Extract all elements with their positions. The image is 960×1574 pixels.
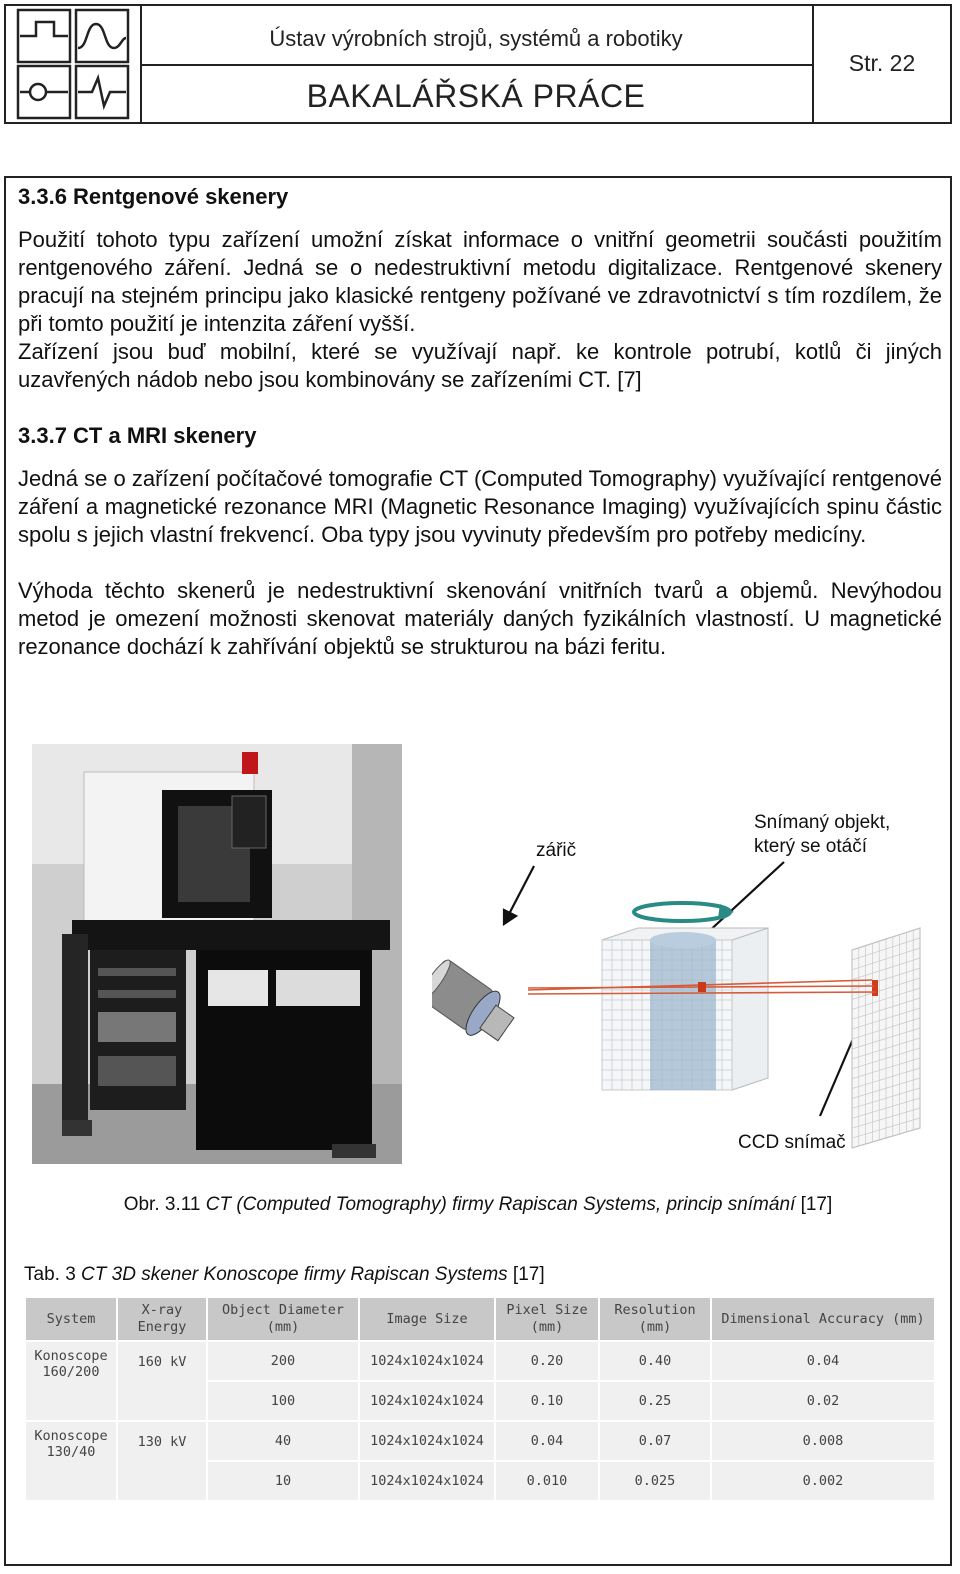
figure-caption-prefix: Obr. 3.11 xyxy=(123,1194,206,1215)
institute-logo xyxy=(6,6,142,122)
cell-image-size: 1024x1024x1024 xyxy=(360,1382,494,1420)
col-image-size: Image Size xyxy=(360,1298,494,1340)
object-grid-cube xyxy=(602,903,768,1090)
konoscope-spec-table xyxy=(24,1296,936,1502)
cell-energy: 160 kV xyxy=(118,1342,206,1420)
xray-tube xyxy=(432,955,521,1050)
page-header xyxy=(4,4,952,124)
col-xray-energy: X-ray Energy xyxy=(118,1298,206,1340)
page-number-box xyxy=(812,6,952,122)
paragraph: Výhoda těchto skenerů je nedestruktivní skenování vnitřních tvarů a objemů. Nevýhodou metod je omezení možnosti skenovat materiály daných fyzikálních vlastností. U magnetické rezonance dochází k zahřívání objektů se strukturou na bázi feritu. xyxy=(18,578,942,659)
cell-diameter: 100 xyxy=(208,1382,358,1420)
cell-pixel-size: 0.10 xyxy=(496,1382,598,1420)
ct-principle-diagram xyxy=(432,808,932,1168)
cell-diameter: 200 xyxy=(208,1342,358,1380)
figure-caption-text: CT (Computed Tomography) firmy Rapiscan Systems, princip snímání xyxy=(205,1194,796,1215)
col-object-diameter: Object Diameter (mm) xyxy=(208,1298,358,1340)
figure-caption xyxy=(6,1194,950,1216)
table-row xyxy=(26,1422,934,1460)
cell-pixel-size: 0.010 xyxy=(496,1462,598,1500)
section-heading-ct-mri: 3.3.7 CT a MRI skenery xyxy=(18,423,257,448)
cell-system: Konoscope 160/200 xyxy=(26,1342,116,1420)
cell-resolution: 0.025 xyxy=(600,1462,710,1500)
figure-caption-ref: [17] xyxy=(795,1194,833,1215)
cell-image-size: 1024x1024x1024 xyxy=(360,1422,494,1460)
page-body xyxy=(4,176,952,1566)
paragraph: Zařízení jsou buď mobilní, které se využívají např. ke kontrole potrubí, kotlů či jiných uzavřených nádob nebo jsou kombinovány se zařízeními CT. [7] xyxy=(18,339,942,392)
header-divider xyxy=(140,64,812,66)
table-row xyxy=(26,1342,934,1380)
table-caption-text: CT 3D skener Konoscope firmy Rapiscan Systems xyxy=(81,1264,508,1285)
cell-accuracy: 0.02 xyxy=(712,1382,934,1420)
institute-logo-icon xyxy=(16,8,132,120)
table-caption-prefix: Tab. 3 xyxy=(24,1264,82,1285)
cell-diameter: 40 xyxy=(208,1422,358,1460)
col-resolution: Resolution (mm) xyxy=(600,1298,710,1340)
paragraph: Jedná se o zařízení počítačové tomografie CT (Computed Tomography) využívající rentgenové záření a magnetické rezonance MRI (Magnetic Resonance Imaging) využívajících spinu částic spolu s jejich vlastní frekvencí. Oba typy jsou vyvinuty především pro potřeby medicíny. xyxy=(18,466,942,547)
label-object-line2: který se otáčí xyxy=(754,836,867,857)
col-dimensional-accuracy: Dimensional Accuracy (mm) xyxy=(712,1298,934,1340)
cell-pixel-size: 0.04 xyxy=(496,1422,598,1460)
institute-name: Ústav výrobních strojů, systémů a robotiky xyxy=(269,26,683,51)
thesis-type: BAKALÁŘSKÁ PRÁCE xyxy=(306,78,646,114)
cell-resolution: 0.40 xyxy=(600,1342,710,1380)
cell-energy: 130 kV xyxy=(118,1422,206,1500)
cell-pixel-size: 0.20 xyxy=(496,1342,598,1380)
cell-image-size: 1024x1024x1024 xyxy=(360,1342,494,1380)
table-caption xyxy=(24,1264,545,1286)
paragraph: Použití tohoto typu zařízení umožní získat informace o vnitřní geometrii součásti použitím rentgenového záření. Jedná se o nedestruktivní metodu digitalizace. Rentgenové skenery pracují na stejném principu jako klasické rentgeny požívané ve zdravotnictví s tím rozdílem, že při tomto použití je intenzita záření vyšší. xyxy=(18,227,942,336)
col-pixel-size: Pixel Size (mm) xyxy=(496,1298,598,1340)
label-emitter: zářič xyxy=(536,840,577,861)
label-object-line1: Snímaný objekt, xyxy=(754,812,891,833)
table-caption-ref: [17] xyxy=(507,1264,545,1285)
cell-resolution: 0.07 xyxy=(600,1422,710,1460)
label-ccd: CCD snímač xyxy=(738,1132,846,1153)
col-system: System xyxy=(26,1298,116,1340)
cell-accuracy: 0.008 xyxy=(712,1422,934,1460)
section-heading-rentgen: 3.3.6 Rentgenové skenery xyxy=(18,184,289,209)
cell-accuracy: 0.002 xyxy=(712,1462,934,1500)
cell-resolution: 0.25 xyxy=(600,1382,710,1420)
table-header-row xyxy=(26,1298,934,1340)
header-title-block xyxy=(140,6,814,122)
cell-accuracy: 0.04 xyxy=(712,1342,934,1380)
cell-system: Konoscope 130/40 xyxy=(26,1422,116,1500)
page-number: Str. 22 xyxy=(848,50,916,76)
cell-image-size: 1024x1024x1024 xyxy=(360,1462,494,1500)
cell-diameter: 10 xyxy=(208,1462,358,1500)
ct-scanner-photo xyxy=(32,744,402,1164)
